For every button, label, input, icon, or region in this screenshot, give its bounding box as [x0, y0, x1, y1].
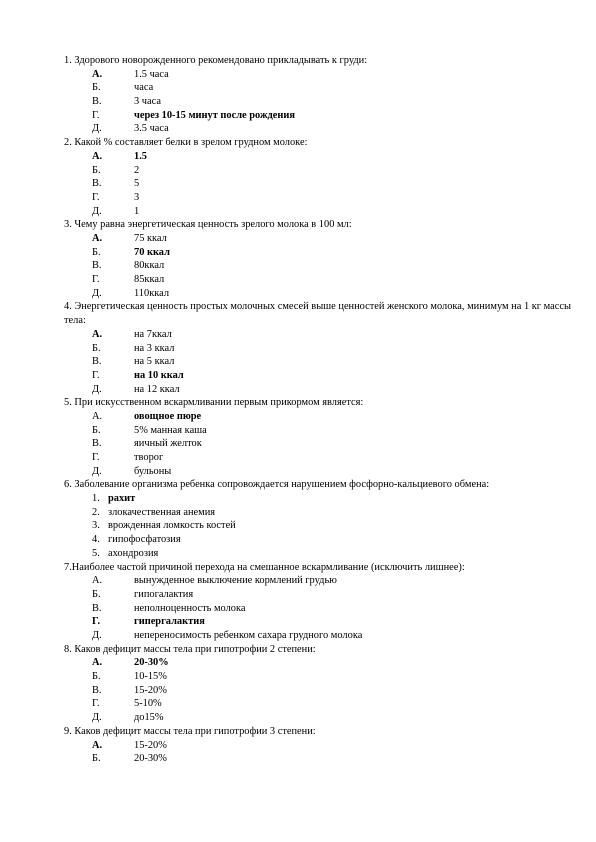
answer-option	[0, 752, 596, 766]
answer-option	[0, 656, 596, 670]
answer-option	[0, 615, 596, 629]
option-text: 20-30%	[134, 657, 169, 669]
option-text: на 7ккал	[134, 328, 172, 340]
option-text: гипогалактия	[134, 588, 194, 600]
option-label: Д.	[92, 383, 102, 395]
option-label: Д.	[92, 465, 102, 477]
option-label: 2.	[92, 506, 100, 518]
option-label: Б.	[92, 671, 101, 683]
answer-option	[0, 109, 596, 123]
option-text: 80ккал	[134, 260, 165, 272]
answer-option	[0, 492, 596, 506]
answer-option	[0, 547, 596, 561]
answer-option	[0, 410, 596, 424]
question-text: 7.Наиболее частой причиной перехода на смешанное вскармливание (исключить лишнее):	[64, 561, 465, 573]
answer-option	[0, 287, 596, 301]
answer-option	[0, 259, 596, 273]
answer-option	[0, 519, 596, 533]
option-text: на 10 ккал	[134, 369, 184, 381]
option-label: В.	[92, 438, 102, 450]
option-label: Б.	[92, 588, 101, 600]
option-text: вынужденное выключение кормлений грудью	[134, 575, 337, 587]
option-label: В.	[92, 684, 102, 696]
answer-option	[0, 424, 596, 438]
option-label: А.	[92, 68, 103, 80]
answer-option	[0, 711, 596, 725]
answer-option	[0, 739, 596, 753]
question-text: 1. Здорового новорожденного рекомендовано прикладывать к груди:	[64, 55, 368, 66]
option-label: Г.	[92, 452, 100, 464]
option-text: гипофосфатозия	[108, 534, 181, 546]
question-text: 2. Какой % составляет белки в зрелом грудном молоке:	[64, 137, 308, 149]
option-label: 5.	[92, 547, 100, 559]
option-label: 1.	[92, 493, 100, 505]
option-text: непереносимость ребенком сахара грудного молока	[134, 630, 363, 641]
option-label: Д.	[92, 205, 102, 217]
answer-option	[0, 383, 596, 397]
option-text: 10-15%	[134, 671, 167, 683]
option-text: 20-30%	[134, 753, 167, 765]
option-text: 3	[134, 191, 140, 203]
option-label: Б.	[92, 424, 101, 436]
answer-option	[0, 328, 596, 342]
option-text: 5	[134, 178, 140, 190]
option-text: творог	[134, 452, 164, 464]
answer-option	[0, 342, 596, 356]
option-label: Г.	[92, 698, 100, 710]
answer-option	[0, 670, 596, 684]
answer-option	[0, 122, 596, 136]
option-text: 75 ккал	[134, 232, 167, 244]
option-label: А.	[92, 657, 103, 669]
option-text: на 5 ккал	[134, 356, 175, 368]
question-text: 4. Энергетическая ценность простых молочных смесей выше ценностей женского молока, минимум на 1 кг массы тела:	[64, 301, 571, 327]
option-label: А.	[92, 410, 103, 422]
answer-option	[0, 697, 596, 711]
option-label: В.	[92, 96, 102, 108]
answer-option	[0, 191, 596, 205]
option-label: Б.	[92, 164, 101, 176]
answer-option	[0, 588, 596, 602]
answer-option	[0, 273, 596, 287]
answer-option	[0, 465, 596, 479]
answer-option	[0, 533, 596, 547]
option-label: Д.	[92, 630, 102, 641]
option-label: Г.	[92, 616, 101, 628]
option-text: 85ккал	[134, 274, 165, 286]
option-label: Б.	[92, 82, 101, 94]
option-text: на 3 ккал	[134, 342, 175, 354]
option-label: А.	[92, 575, 103, 587]
option-label: Б.	[92, 753, 101, 765]
option-text: 3.5 часа	[134, 123, 169, 135]
option-label: А.	[92, 232, 103, 244]
option-label: Д.	[92, 712, 102, 724]
option-text: злокачественная анемия	[108, 506, 216, 518]
answer-option	[0, 164, 596, 178]
answer-option	[0, 629, 596, 643]
option-text: 5% манная каша	[134, 424, 207, 436]
question-text: 3. Чему равна энергетическая ценность зрелого молока в 100 мл:	[64, 219, 352, 231]
option-label: Г.	[92, 109, 100, 121]
option-text: 1	[134, 205, 140, 217]
option-label: 4.	[92, 534, 100, 546]
answer-option	[0, 68, 596, 82]
option-text: яичный желток	[134, 438, 202, 450]
option-label: 3.	[92, 520, 100, 532]
option-text: 110ккал	[134, 287, 170, 299]
question-text: 5. При искусственном вскармливании первым прикормом является:	[64, 397, 364, 409]
document-page	[0, 54, 596, 766]
option-text: 3 часа	[134, 96, 161, 108]
option-label: Б.	[92, 246, 101, 258]
option-text: гипергалактия	[134, 616, 205, 628]
option-label: Г.	[92, 191, 100, 203]
option-text: 15-20%	[134, 739, 167, 751]
answer-option	[0, 177, 596, 191]
answer-option	[0, 232, 596, 246]
option-text: 15-20%	[134, 684, 167, 696]
option-text: 1.5 часа	[134, 68, 169, 80]
option-text: неполноценность молока	[134, 602, 246, 614]
option-text: 1.5	[134, 150, 147, 162]
question-text: 9. Каков дефицит массы тела при гипотрофии 3 степени:	[64, 725, 316, 737]
answer-option	[0, 205, 596, 219]
answer-option	[0, 451, 596, 465]
answer-option	[0, 574, 596, 588]
option-label: В.	[92, 260, 102, 272]
option-label: В.	[92, 602, 102, 614]
answer-option	[0, 369, 596, 383]
option-label: А.	[92, 150, 103, 162]
option-text: 70 ккал	[134, 246, 170, 258]
question-text: 8. Каков дефицит массы тела при гипотрофии 2 степени:	[64, 643, 316, 655]
option-label: Б.	[92, 342, 101, 354]
option-text: бульоны	[134, 465, 172, 477]
answer-option	[0, 150, 596, 164]
answer-option	[0, 355, 596, 369]
option-text: 2	[134, 164, 140, 176]
answer-option	[0, 506, 596, 520]
option-text: рахит	[108, 493, 136, 505]
answer-option	[0, 95, 596, 109]
option-text: 5-10%	[134, 698, 162, 710]
option-label: А.	[92, 328, 103, 340]
answer-option	[0, 684, 596, 698]
answer-option	[0, 246, 596, 260]
option-text: до15%	[134, 712, 164, 724]
answer-option	[0, 437, 596, 451]
option-text: врожденная ломкость костей	[108, 520, 236, 532]
option-label: Д.	[92, 287, 102, 299]
option-text: часа	[134, 82, 154, 94]
option-text: на 12 ккал	[134, 383, 180, 395]
option-text: через 10-15 минут после рождения	[134, 109, 295, 121]
option-label: Д.	[92, 123, 102, 135]
option-text: овощное пюре	[134, 410, 202, 422]
option-text: ахондрозия	[108, 547, 159, 559]
option-label: В.	[92, 178, 102, 190]
answer-option	[0, 602, 596, 616]
option-label: В.	[92, 356, 102, 368]
option-label: А.	[92, 739, 103, 751]
answer-option	[0, 81, 596, 95]
option-label: Г.	[92, 369, 100, 381]
question-text: 6. Заболевание организма ребенка сопровождается нарушением фосфорно-кальциевого обмена:	[64, 479, 490, 491]
option-label: Г.	[92, 274, 100, 286]
